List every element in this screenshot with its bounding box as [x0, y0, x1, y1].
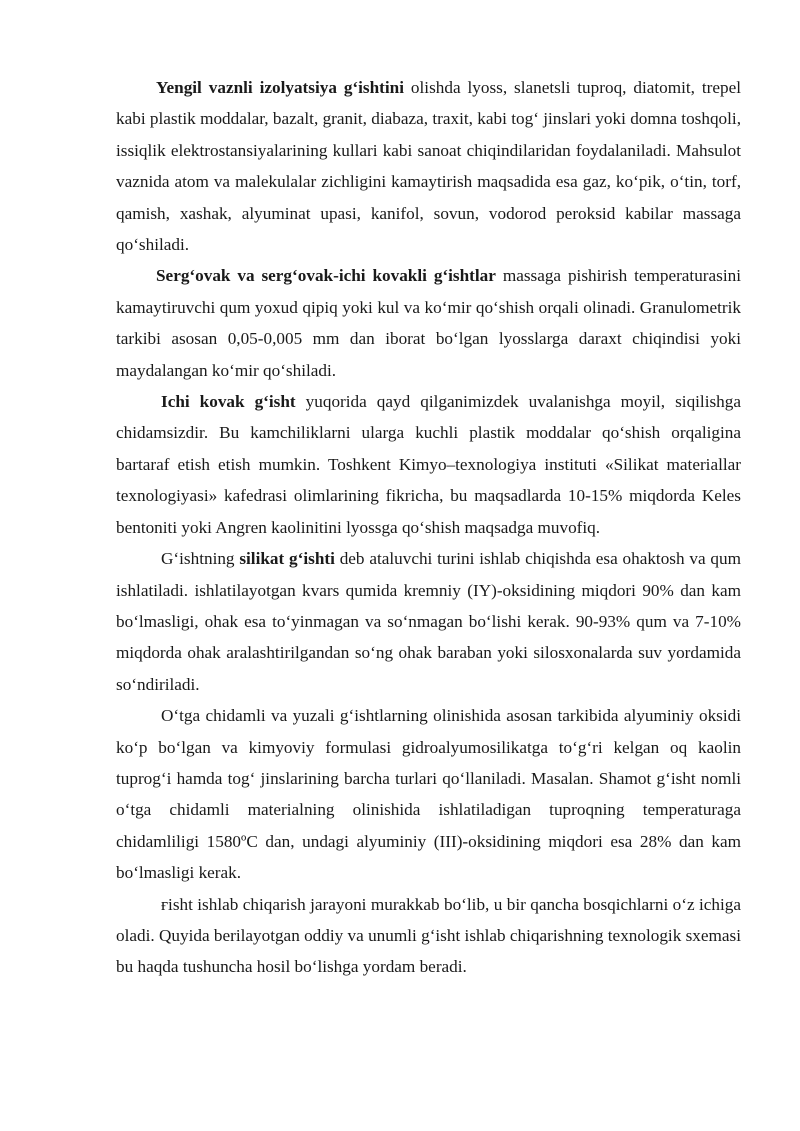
paragraph-text: deb ataluvchi turini ishlab chiqishda esa ohaktosh va qum ishlatiladi. ishlatilayotgan kvars qumida kremniy (IY)-oksidining miqdori 90% dan kam bo‘lmasligi, ohak esa to‘yinmagan va so‘nmagan bo‘lishi kerak. 90-93% qum va 7-10% miqdorda ohak aralashtirilgandan so‘ng ohak baraban yoki silosxonalarda suv yordamida so‘ndiriladi.	[116, 549, 741, 694]
paragraph-brick-production	[116, 889, 741, 983]
paragraph-text: massaga pishirish temperaturasini kamaytiruvchi qum yoxud qipiq yoki kul va ko‘mir qo‘shish orqali olinadi. Granulometrik tarkibi asosan 0,05-0,005 mm dan iborat bo‘lgan lyosslarga daraxt chiqindisi yoki maydalangan ko‘mir qo‘shiladi.	[116, 266, 741, 380]
term-light-insulation-brick: Yengil vaznli izolyatsiya g‘ishtini	[156, 78, 405, 97]
paragraph-text: olishda lyoss, slanetsli tuproq, diatomit, trepel kabi plastik moddalar, bazalt, granit, diabaza, traxit, kabi tog‘ jinslari yoki domna toshqoli, issiqlik elektrostansiyalarining kullari kabi sanoat chiqindilaridan foydalaniladi. Mahsulot vaznida atom va malekulalar zichligini kamaytirish maqsadida esa gaz, ko‘pik, o‘tin, torf, qamish, xashak, alyuminat upasi, kanifol, sovun, vodorod peroksid kabilar massaga qo‘shiladi.	[116, 78, 741, 255]
paragraph-silicate-brick	[116, 543, 741, 700]
paragraph-porous-brick	[116, 260, 741, 386]
paragraph-refractory-brick	[116, 700, 741, 888]
paragraph-text: yuqorida qayd qilganimizdek uvalanishga moyil, siqilishga chidamsizdir. Bu kamchiliklarni ularga kuchli plastik moddalar qo‘shish orqaligina bartaraf etish etish mumkin. Toshkent Kimyo–texnologiya instituti «Silikat materiallar texnologiyasi» kafedrasi olimlarining fikricha, bu maqsadlarda 10-15% miqdorda Keles bentoniti yoki Angren kaolinitini lyossga qo‘shish maqsadga muvofiq.	[116, 392, 741, 537]
term-porous-brick: Serg‘ovak va serg‘ovak-ichi kovakli g‘ishtlar	[156, 266, 496, 286]
paragraph-text: ғisht ishlab chiqarish jarayoni murakkab bo‘lib, u bir qancha bosqichlarni o‘z ichiga oladi. Quyida berilayotgan oddiy va unumli g‘isht ishlab chiqarishning texnologik sxemasi bu haqda tushuncha hosil bo‘lishga yordam beradi.	[116, 894, 741, 977]
term-silicate-brick: silikat g‘ishti	[239, 549, 335, 569]
paragraph-hollow-brick	[116, 386, 741, 543]
paragraph-prefix: G‘ishtning	[161, 549, 240, 569]
paragraph-light-insulation-brick	[116, 72, 741, 260]
term-hollow-brick: Ichi kovak g‘isht	[161, 392, 296, 412]
document-page	[116, 72, 741, 983]
paragraph-text: O‘tga chidamli va yuzali g‘ishtlarning olinishida asosan tarkibida alyuminiy oksidi ko‘p bo‘lgan va kimyoviy formulasi gidroalyumosilikatga to‘g‘ri kelgan oq kaolin tuprog‘i hamda tog‘ jinslarining barcha turlari qo‘llaniladi. Masalan. Shamot g‘isht nomli o‘tga chidamli materialning olinishida ishlatiladigan tuproqning temperaturaga chidamliligi 1580ºC dan, undagi alyuminiy (III)-oksidining miqdori esa 28% dan kam bo‘lmasligi kerak.	[116, 706, 741, 883]
